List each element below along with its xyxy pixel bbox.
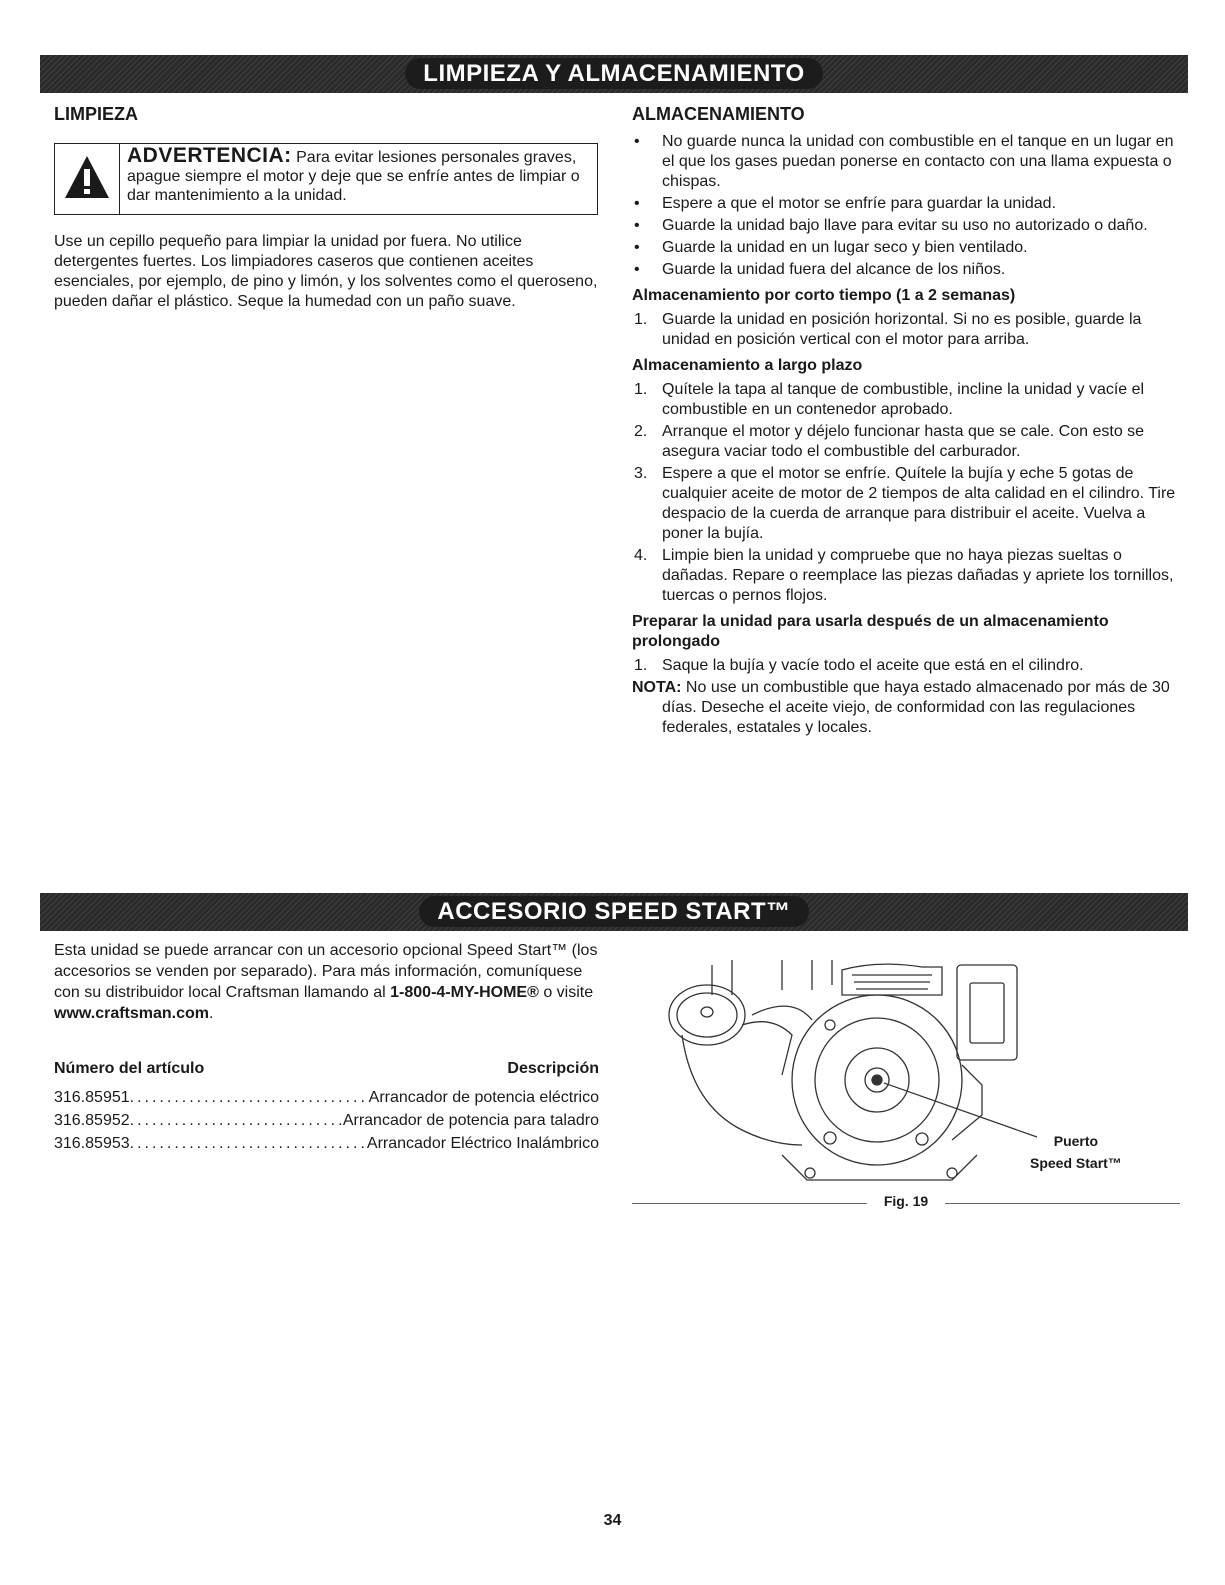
bullet-item: • Guarde la unidad bajo llave para evitar su uso no autorizado o daño. <box>632 216 1182 236</box>
table-header <box>54 1060 599 1078</box>
step-item: 3. Espere a que el motor se enfríe. Quítele la bujía y eche 5 gotas de cualquier aceite de motor de 2 tiempos de alta calidad en el cilindro. Tire despacio de la cuerda de arranque para distribuir el aceite. Vuelva a poner la bujía. <box>634 465 1176 542</box>
short-term-steps <box>632 310 1182 350</box>
table-row <box>54 1132 599 1155</box>
bullet-item: • Guarde la unidad fuera del alcance de los niños. <box>632 260 1182 280</box>
bullet-item: • No guarde nunca la unidad con combustible en el tanque en un lugar en el que los gases puedan ponerse en contacto con una llama expuesta o chispas. <box>632 132 1182 192</box>
warning-title: ADVERTENCIA: <box>127 144 292 167</box>
prepare-heading: Preparar la unidad para usarla después de un almacenamiento prolongado <box>632 613 1109 650</box>
almacenamiento-heading: ALMACENAMIENTO <box>632 104 805 124</box>
leader-dots <box>130 1109 343 1132</box>
page-number: 34 <box>603 1512 622 1529</box>
callout-line1: Puerto <box>1053 1133 1099 1149</box>
part-number: 316.85952 <box>54 1112 130 1129</box>
warning-icon-cell <box>55 144 120 214</box>
intro-text: Esta unidad se puede arrancar con un accesorio opcional Speed Start™ (los accesorios se venden por separado). Para más información, comuníquese con su distribuidor local Craftsman llamando al <box>54 942 598 1001</box>
part-description: Arrancador de potencia eléctrico <box>368 1089 599 1106</box>
col-number-header: Número del artículo <box>54 1060 205 1077</box>
bullet-item: • Espere a que el motor se enfríe para guardar la unidad. <box>632 194 1182 214</box>
website-link[interactable]: www.craftsman.com <box>54 1005 210 1022</box>
callout-line2: Speed Start™ <box>1030 1155 1122 1171</box>
step-item: 1. Quítele la tapa al tanque de combustible, incline la unidad y vacíe el combustible en un contenedor aprobado. <box>634 381 1145 418</box>
bullet-item: • Guarde la unidad en un lugar seco y bien ventilado. <box>632 238 1182 258</box>
leader-dots <box>130 1086 369 1109</box>
speed-start-callout <box>1030 1130 1122 1174</box>
note-text: No use un combustible que haya estado almacenado por más de 30 días. Deseche el aceite viejo, de conformidad con las regulaciones federales, estatales y locales. <box>662 679 1170 736</box>
warning-box <box>54 143 598 215</box>
leader-dots <box>130 1132 367 1155</box>
note <box>632 678 1182 738</box>
engine-figure <box>632 955 1192 1215</box>
step-item: 2. Arranque el motor y déjelo funcionar hasta que se cale. Con esto se asegura vaciar todo el combustible del carburador. <box>634 423 1145 460</box>
parts-table <box>54 1060 599 1155</box>
warning-triangle-icon <box>63 154 111 200</box>
phone-number: 1-800-4-MY-HOME® <box>390 984 539 1001</box>
accesorio-intro <box>54 940 599 1024</box>
col-description-header: Descripción <box>507 1060 599 1077</box>
warning-text-block <box>127 146 591 205</box>
part-description: Arrancador Eléctrico Inalámbrico <box>366 1135 599 1152</box>
section-banner-accesorio <box>40 893 1188 931</box>
part-number: 316.85953 <box>54 1135 130 1152</box>
short-term-heading: Almacenamiento por corto tiempo (1 a 2 semanas) <box>632 287 1016 304</box>
warning-text: Para evitar lesiones personales graves, apague siempre el motor y deje que se enfríe antes de limpiar o dar mantenimiento a la unidad. <box>127 149 580 204</box>
section-banner-limpieza-almacenamiento <box>40 55 1188 93</box>
banner-title: LIMPIEZA Y ALMACENAMIENTO <box>405 58 822 89</box>
limpieza-body-block <box>54 232 599 312</box>
prepare-steps <box>632 656 1182 676</box>
almacenamiento-bullets <box>632 132 1182 280</box>
intro-text: . <box>209 1005 214 1022</box>
intro-text: o visite <box>538 984 594 1001</box>
limpieza-body: Use un cepillo pequeño para limpiar la unidad por fuera. No utilice detergentes fuertes. Los limpiadores caseros que contienen aceites esenciales, por ejemplo, de pino y limón, y los solventes como el queroseno, pueden dañar el plástico. Seque la humedad con un paño suave. <box>54 233 598 310</box>
table-row <box>54 1086 599 1109</box>
part-description: Arrancador de potencia para taladro <box>342 1112 599 1129</box>
banner-title: ACCESORIO SPEED START™ <box>419 896 808 927</box>
note-label: NOTA: <box>632 679 682 696</box>
almacenamiento-column <box>632 132 1182 738</box>
long-term-heading: Almacenamiento a largo plazo <box>632 357 863 374</box>
step-item: 4. Limpie bien la unidad y compruebe que no haya piezas sueltas o dañadas. Repare o reemplace las piezas dañadas y apriete los tornillos, tuercas o pernos flojos. <box>634 547 1174 604</box>
limpieza-heading: LIMPIEZA <box>54 104 138 124</box>
long-term-steps <box>632 380 1182 606</box>
part-number: 316.85951 <box>54 1089 130 1106</box>
table-row <box>54 1109 599 1132</box>
figure-caption: Fig. 19 <box>632 1193 1180 1213</box>
step-item: 1. Guarde la unidad en posición horizontal. Si no es posible, guarde la unidad en posición vertical con el motor para arriba. <box>634 311 1142 348</box>
step-item: 1. Saque la bujía y vacíe todo el aceite que está en el cilindro. <box>634 657 1084 674</box>
